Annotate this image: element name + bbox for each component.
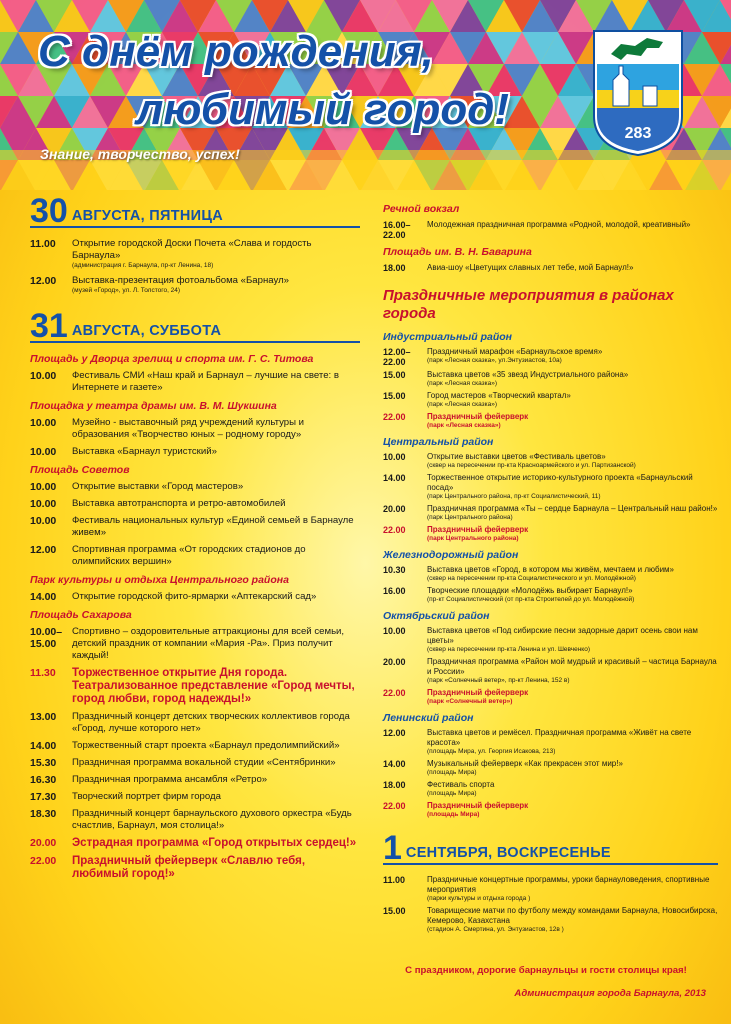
event-time: 14.00 — [383, 759, 406, 769]
event-location-note: (парк «Лесная сказка») — [427, 401, 497, 408]
event-location-note: (парк «Лесная сказка») — [427, 422, 501, 429]
date-number: 30 — [30, 192, 68, 230]
header — [0, 0, 731, 190]
event-time: 12.00 — [30, 275, 57, 287]
event-description — [72, 711, 360, 735]
date-label: АВГУСТА, СУББОТА — [71, 323, 222, 339]
event-row — [383, 688, 718, 706]
district-title: Октябрьский район — [383, 610, 490, 622]
venue-title: Площадь Сахарова — [30, 609, 132, 621]
event-description — [72, 791, 360, 803]
event-location-note: (площадь Мира) — [427, 811, 480, 818]
event-title: Праздничный фейерверк — [427, 525, 529, 534]
event-title: Авиа-шоу «Цветущих славных лет тебе, мой Барнаул!» — [427, 263, 634, 272]
event-row — [383, 452, 718, 470]
event-title: Праздничный фейерверк — [427, 688, 529, 697]
date-label: СЕНТЯБРЯ, ВОСКРЕСЕНЬЕ — [405, 845, 611, 861]
event-location-note: (музей «Город», ул. Л. Толстого, 24) — [72, 287, 181, 294]
date-number: 31 — [30, 307, 68, 345]
event-row — [383, 586, 718, 604]
event-location-note: (парк Центрального района, пр-кт Социалистический, 11) — [427, 493, 601, 500]
event-time: 10.00 — [30, 515, 57, 527]
event-time: 15.00 — [383, 391, 406, 401]
event-location-note: (сквер на пересечении пр-кта Ленина и ул. Шевченко) — [427, 646, 590, 653]
district-title: Железнодорожный район — [383, 549, 519, 561]
event-title: Выставка автотранспорта и ретро-автомобилей — [72, 498, 286, 509]
event-description — [427, 688, 718, 706]
event-description — [427, 452, 718, 470]
venue-title: Площадь Советов — [30, 464, 130, 476]
event-title: Праздничная программа «Ты – сердце Барнаула – Центральный наш район!» — [427, 504, 718, 513]
event-row — [383, 504, 718, 522]
subtitle: Знание, творчество, успех! — [40, 146, 240, 162]
event-title: Творческий портрет фирм города — [72, 791, 221, 802]
event-title: Выставка-презентация фотоальбома «Барнаул» — [72, 275, 290, 286]
event-description — [427, 473, 718, 501]
event-time: 12.00 — [383, 728, 406, 738]
event-description — [427, 780, 718, 798]
event-title: Праздничный фейерверк «Славлю тебя, любимый город!» — [72, 855, 306, 880]
event-description — [72, 417, 360, 441]
event-description — [427, 657, 718, 685]
event-time: 15.00 — [383, 370, 406, 380]
event-description — [72, 591, 360, 603]
event-row — [30, 446, 360, 458]
event-description — [427, 565, 718, 583]
event-description — [72, 481, 360, 493]
event-time: 18.00 — [383, 780, 406, 790]
event-row — [30, 757, 360, 769]
event-title: Фестиваль СМИ «Наш край и Барнаул – лучшие на свете: в Интернете и газете» — [72, 370, 339, 393]
event-time: 22.00 — [383, 412, 406, 422]
event-title: Открытие выставки «Город мастеров» — [72, 481, 244, 492]
event-title: Праздничная программа вокальной студии «Сентябринки» — [72, 757, 336, 768]
event-description — [427, 759, 718, 777]
event-title: Праздничная программа «Район мой мудрый и красивый – частица Барнаула и России» — [427, 657, 717, 676]
event-row — [383, 263, 718, 273]
event-time: 11.00 — [30, 238, 56, 250]
date-heading-sep1 — [383, 829, 718, 867]
event-title: Праздничный концерт детских творческих коллективов города «Город, лучше которого нет» — [72, 711, 350, 734]
event-location-note: (сквер на пересечении пр-кта Социалистического и ул. Молодёжной) — [427, 575, 636, 582]
event-row — [383, 370, 718, 388]
event-row — [383, 780, 718, 798]
event-time: 20.00 — [30, 837, 57, 849]
event-title: Выставка цветов «Под сибирские песни задорные дарит осень свои нам цветы» — [427, 626, 698, 645]
event-title: Город мастеров «Творческий квартал» — [427, 391, 571, 400]
event-row — [30, 544, 360, 568]
event-row — [30, 275, 360, 295]
event-description — [72, 275, 360, 295]
event-description — [72, 515, 360, 539]
event-title: Фестиваль национальных культур «Единой семьей в Барнауле живем» — [72, 515, 354, 538]
event-location-note: (сквер на пересечении пр-кта Красноармейского и ул. Партизанской) — [427, 462, 636, 469]
event-title: Товарищеские матчи по футболу между командами Барнаула, Новосибирска, Кемерово, Казахстана — [427, 906, 718, 925]
event-row — [30, 740, 360, 752]
event-description — [427, 412, 718, 430]
event-description — [72, 238, 360, 270]
event-time: 18.00 — [383, 263, 406, 273]
date-label: АВГУСТА, ПЯТНИЦА — [71, 208, 224, 224]
event-description — [72, 837, 360, 850]
event-description — [72, 544, 360, 568]
event-title: Фестиваль спорта — [427, 780, 495, 789]
event-title: Праздничные концертные программы, уроки барнауловедения, спортивные мероприятия — [427, 875, 710, 894]
event-time: 14.00 — [30, 740, 57, 752]
event-time: 10.00 — [30, 481, 57, 493]
event-time: 10.00 — [30, 446, 57, 458]
event-time: 18.30 — [30, 808, 57, 820]
event-title: Торжественное открытие историко-культурного проекта «Барнаульский посад» — [427, 473, 693, 492]
date-number: 1 — [383, 829, 402, 867]
event-description — [427, 263, 718, 273]
event-row — [30, 238, 360, 270]
event-time: 16.30 — [30, 774, 57, 786]
event-title: Выставка «Барнаул туристский» — [72, 446, 217, 457]
left-column — [30, 192, 360, 886]
event-title: Торжественный старт проекта «Барнаул предолимпийский» — [72, 740, 340, 751]
event-description — [427, 906, 718, 934]
event-time: 10.30 — [383, 565, 406, 575]
event-description — [72, 446, 360, 458]
event-row — [383, 875, 718, 903]
date-heading-aug31 — [30, 307, 360, 345]
event-row — [383, 565, 718, 583]
event-description — [427, 728, 718, 756]
event-location-note: (парк «Солнечный ветер», пр-кт Ленина, 152 в) — [427, 677, 570, 684]
event-row — [30, 498, 360, 510]
districts-title: Праздничные мероприятия в районах города — [383, 287, 674, 322]
event-location-note: (пр-кт Социалистический (от пр-кта Строителей до ул. Молодёжной) — [427, 596, 635, 603]
event-description — [427, 801, 718, 819]
event-description — [427, 586, 718, 604]
event-row — [30, 626, 360, 662]
event-row — [30, 417, 360, 441]
event-row — [383, 473, 718, 501]
event-location-note: (площадь Мира) — [427, 769, 477, 776]
event-description — [427, 391, 718, 409]
event-time: 13.00 — [30, 711, 57, 723]
event-time: 10.00 — [30, 498, 57, 510]
event-title: Спортивно – оздоровительные аттракционы для всей семьи, детский праздник от компании «Мария -Ра». Приз получит каждый! — [72, 626, 345, 661]
event-description — [72, 626, 360, 662]
event-description — [72, 667, 360, 706]
event-location-note: (площадь Мира) — [427, 790, 477, 797]
event-time: 10.00– 15.00 — [30, 626, 63, 650]
event-title: Открытие выставки цветов «Фестиваль цветов» — [427, 452, 606, 461]
event-description — [427, 370, 718, 388]
venue-title: Речной вокзал — [383, 203, 460, 215]
event-row — [383, 626, 718, 654]
event-description — [72, 774, 360, 786]
event-time: 22.00 — [383, 801, 406, 811]
event-row — [30, 481, 360, 493]
event-title: Спортивная программа «От городских стадионов до олимпийских вершин» — [72, 544, 306, 567]
title-line-1: С днём рождения, — [38, 27, 434, 76]
event-row — [30, 855, 360, 881]
event-row — [383, 801, 718, 819]
event-time: 11.30 — [30, 667, 56, 679]
event-location-note: (парк «Лесная сказка», ул.Энтузиастов, 10а) — [427, 357, 562, 364]
event-time: 22.00 — [383, 525, 406, 535]
event-time: 22.00 — [30, 855, 57, 867]
event-time: 20.00 — [383, 657, 406, 667]
event-description — [72, 498, 360, 510]
event-row — [30, 808, 360, 832]
event-description — [427, 875, 718, 903]
district-title: Центральный район — [383, 436, 494, 448]
event-title: Праздничный марафон «Барнаульское время» — [427, 347, 603, 356]
event-title: Праздничный фейерверк — [427, 801, 529, 810]
event-row — [383, 220, 718, 240]
event-location-note: (стадион А. Смертина, ул. Энтузиастов, 12в ) — [427, 926, 564, 933]
event-title: Молодежная праздничная программа «Родной, молодой, креативный» — [427, 220, 691, 229]
crest-number: 283 — [624, 125, 652, 142]
event-title: Открытие городской Доски Почета «Слава и гордость Барнаула» — [72, 238, 312, 261]
event-row — [383, 391, 718, 409]
event-time: 22.00 — [383, 688, 406, 698]
event-location-note: (парк Центрального района) — [427, 514, 513, 521]
venue-title: Площадь им. В. Н. Баварина — [383, 246, 532, 258]
event-title: Открытие городской фито-ярмарки «Аптекарский сад» — [72, 591, 317, 602]
event-title: Эстрадная программа «Город открытых сердец!» — [72, 837, 357, 849]
event-row — [30, 591, 360, 603]
venue-title: Площадь у Дворца зрелищ и спорта им. Г. С. Титова — [30, 353, 314, 365]
event-location-note: (администрация г. Барнаула, пр-кт Ленина, 18) — [72, 262, 214, 269]
event-title: Музыкальный фейерверк «Как прекрасен этот мир!» — [427, 759, 623, 768]
city-crest-icon — [591, 28, 685, 158]
event-time: 14.00 — [30, 591, 57, 603]
right-column — [383, 203, 718, 937]
event-time: 16.00 — [383, 586, 406, 596]
event-row — [30, 370, 360, 394]
event-row — [30, 837, 360, 850]
event-title: Выставка цветов «Город, в котором мы живём, мечтаем и любим» — [427, 565, 674, 574]
venue-title: Парк культуры и отдыха Центрального района — [30, 574, 289, 586]
date-heading-aug30 — [30, 192, 360, 230]
district-title: Ленинский район — [383, 712, 474, 724]
event-description — [427, 220, 718, 240]
event-description — [427, 525, 718, 543]
signature-administration: Администрация города Барнаула, 2013 — [514, 988, 706, 999]
event-row — [30, 515, 360, 539]
event-row — [383, 759, 718, 777]
event-location-note: (площадь Мира, ул. Георгия Исакова, 213) — [427, 748, 556, 755]
event-title: Торжественное открытие Дня города. Театрализованное представление «Город мечты, город любви, город надежды!» — [72, 667, 355, 705]
event-description — [427, 504, 718, 522]
greeting-text: С праздником, дорогие барнаульцы и гости столицы края! — [405, 965, 687, 976]
title-line-2: любимый город! — [136, 85, 510, 134]
event-time: 14.00 — [383, 473, 406, 483]
event-location-note: (парк «Солнечный ветер») — [427, 698, 513, 705]
event-row — [383, 525, 718, 543]
event-row — [383, 412, 718, 430]
event-title: Праздничный фейерверк — [427, 412, 529, 421]
event-time: 15.30 — [30, 757, 57, 769]
event-row — [30, 667, 360, 706]
event-row — [30, 791, 360, 803]
event-title: Праздничная программа ансамбля «Ретро» — [72, 774, 268, 785]
event-time: 11.00 — [383, 875, 406, 885]
event-row — [30, 711, 360, 735]
event-title: Выставка цветов и ремёсел. Праздничная программа «Живёт на свете красота» — [427, 728, 692, 747]
event-row — [383, 657, 718, 685]
event-description — [427, 347, 718, 367]
event-time: 20.00 — [383, 504, 406, 514]
event-time: 10.00 — [383, 626, 406, 636]
event-time: 12.00– 22.00 — [383, 347, 411, 367]
venue-title: Площадка у театра драмы им. В. М. Шукшина — [30, 400, 277, 412]
event-time: 15.00 — [383, 906, 406, 916]
event-title: Праздничный концерт барнаульского духового оркестра «Будь счастлив, Барнаул, моя столица!» — [72, 808, 352, 831]
event-time: 10.00 — [383, 452, 406, 462]
event-row — [383, 347, 718, 367]
event-location-note: (парки культуры и отдыха города ) — [427, 895, 531, 902]
event-location-note: (парк «Лесная сказка») — [427, 380, 497, 387]
event-row — [383, 906, 718, 934]
event-row — [383, 728, 718, 756]
event-time: 10.00 — [30, 370, 57, 382]
event-description — [72, 370, 360, 394]
district-title: Индустриальный район — [383, 331, 513, 343]
event-description — [72, 855, 360, 881]
event-description — [72, 740, 360, 752]
event-location-note: (парк Центрального района) — [427, 535, 519, 542]
event-row — [30, 774, 360, 786]
event-description — [72, 757, 360, 769]
event-time: 16.00– 22.00 — [383, 220, 411, 240]
event-time: 12.00 — [30, 544, 57, 556]
event-time: 10.00 — [30, 417, 57, 429]
event-description — [427, 626, 718, 654]
event-description — [72, 808, 360, 832]
event-time: 17.30 — [30, 791, 57, 803]
event-title: Музейно - выставочный ряд учреждений культуры и образования «Творчество юных – родному городу» — [72, 417, 305, 440]
event-title: Выставка цветов «35 звезд Индустриального района» — [427, 370, 629, 379]
event-title: Творческие площадки «Молодёжь выбирает Барнаул!» — [427, 586, 633, 595]
